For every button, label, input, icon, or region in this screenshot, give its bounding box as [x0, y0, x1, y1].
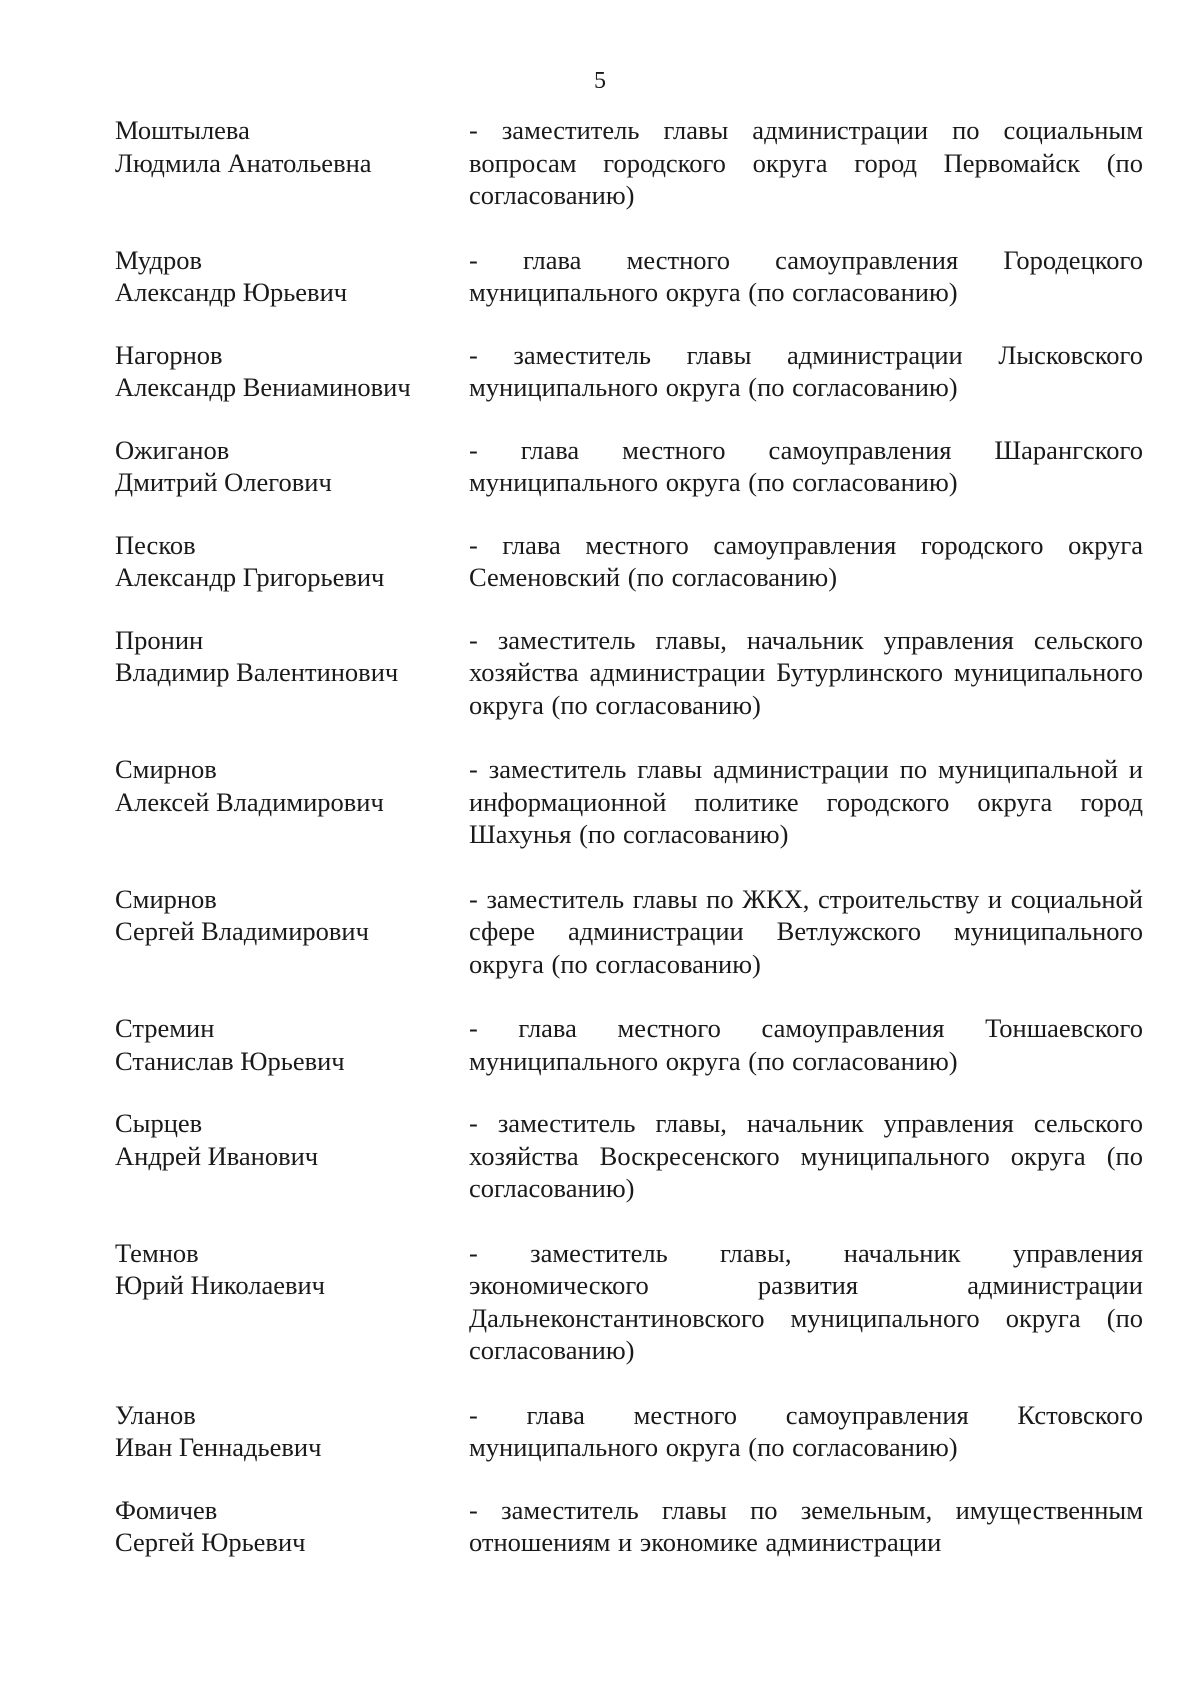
page-number: 5: [594, 68, 606, 94]
list-item: [115, 624, 1143, 722]
member-given-name: Алексей Владимирович: [115, 786, 384, 817]
member-position: - заместитель главы по земельным, имущественным отношениям и экономике администрации: [469, 1494, 1143, 1557]
member-position: - глава местного самоуправления Городецкого муниципального округа (по согласованию): [469, 244, 1143, 307]
member-name: [115, 624, 469, 722]
member-surname: Сырцев: [115, 1108, 203, 1138]
list-item: [115, 1012, 1143, 1077]
list-item: [115, 339, 1143, 404]
member-name: [115, 753, 469, 851]
list-item: [115, 434, 1143, 499]
member-name: [115, 114, 469, 212]
list-item: [115, 753, 1143, 851]
member-position: - глава местного самоуправления Тоншаевского муниципального округа (по согласованию): [469, 1013, 1143, 1076]
member-surname: Темнов: [115, 1237, 199, 1268]
list-item: [115, 1107, 1143, 1205]
member-given-name: Владимир Валентинович: [115, 657, 399, 687]
member-name: [115, 1012, 469, 1077]
member-position: - заместитель главы администрации по социальным вопросам городского округа город Первомайск (по согласованию): [469, 115, 1143, 210]
member-surname: Песков: [115, 529, 196, 560]
member-surname: Ожиганов: [115, 434, 230, 465]
member-name: [115, 529, 469, 594]
member-surname: Мудров: [115, 244, 202, 275]
list-item: [115, 1494, 1143, 1559]
list-item: [115, 1399, 1143, 1464]
member-given-name: Людмила Анатольевна: [115, 147, 372, 178]
member-position: - заместитель главы, начальник управления сельского хозяйства администрации Бутурлинского муниципального округа (по согласованию): [469, 624, 1143, 720]
member-surname: Нагорнов: [115, 339, 223, 370]
member-position: - заместитель главы администрации Лысковского муниципального округа (по согласованию): [469, 339, 1143, 402]
member-position: - заместитель главы, начальник управления сельского хозяйства Воскресенского муниципального округа (по согласованию): [469, 1108, 1143, 1203]
member-surname: Моштылева: [115, 115, 250, 145]
list-item: [115, 114, 1143, 212]
member-name: [115, 1399, 469, 1464]
member-surname: Смирнов: [115, 883, 217, 914]
member-given-name: Александр Вениаминович: [115, 372, 411, 402]
member-given-name: Сергей Владимирович: [115, 916, 369, 946]
list-item: [115, 244, 1143, 309]
member-name: [115, 1237, 469, 1367]
member-position: - глава местного самоуправления городского округа Семеновский (по согласованию): [469, 529, 1143, 592]
member-given-name: Юрий Николаевич: [115, 1270, 325, 1300]
member-list: [115, 114, 1143, 1591]
member-position: - глава местного самоуправления Шарангского муниципального округа (по согласованию): [469, 434, 1143, 497]
member-name: [115, 883, 469, 981]
member-name: [115, 1107, 469, 1205]
member-given-name: Дмитрий Олегович: [115, 467, 332, 497]
member-surname: Уланов: [115, 1399, 196, 1430]
member-surname: Стремин: [115, 1013, 215, 1043]
member-name: [115, 434, 469, 499]
member-position: - глава местного самоуправления Кстовского муниципального округа (по согласованию): [469, 1399, 1143, 1462]
member-surname: Фомичев: [115, 1494, 218, 1525]
member-position: - заместитель главы администрации по муниципальной и информационной политике городского округа город Шахунья (по согласованию): [469, 754, 1143, 849]
list-item: [115, 883, 1143, 981]
member-given-name: Сергей Юрьевич: [115, 1527, 306, 1557]
member-position: - заместитель главы по ЖКХ, строительству и социальной сфере администрации Ветлужского муниципального округа (по согласованию): [469, 883, 1143, 979]
member-given-name: Александр Юрьевич: [115, 277, 348, 307]
member-given-name: Андрей Иванович: [115, 1140, 319, 1171]
member-surname: Пронин: [115, 624, 204, 655]
list-item: [115, 529, 1143, 594]
list-item: [115, 1237, 1143, 1367]
member-name: [115, 244, 469, 309]
member-given-name: Станислав Юрьевич: [115, 1045, 345, 1076]
member-name: [115, 1494, 469, 1559]
member-position: - заместитель главы, начальник управления экономического развития администрации Дальнеконстантиновского муниципального округа (по согласованию): [469, 1237, 1143, 1365]
member-given-name: Александр Григорьевич: [115, 562, 385, 592]
member-surname: Смирнов: [115, 754, 217, 784]
member-name: [115, 339, 469, 404]
member-given-name: Иван Геннадьевич: [115, 1432, 322, 1462]
